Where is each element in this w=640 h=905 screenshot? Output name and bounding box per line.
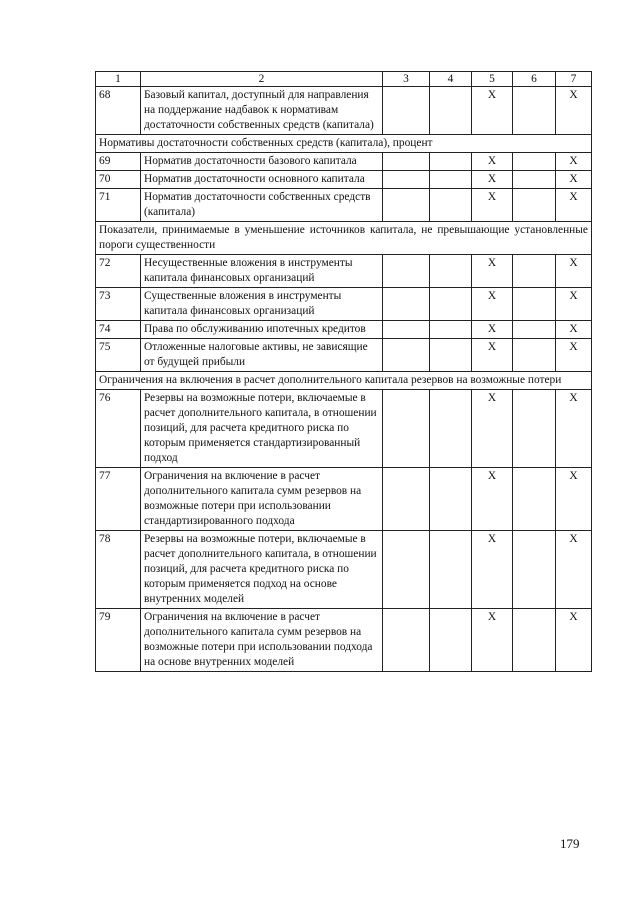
- table-body: [96, 87, 592, 672]
- row-description-cell: Существенные вложения в инструменты капитала финансовых организаций: [141, 288, 383, 321]
- header-row: [96, 72, 592, 87]
- col-6-cell: [513, 153, 556, 171]
- col-4-cell: [430, 255, 472, 288]
- row-description-cell: Ограничения на включение в расчет дополнительного капитала сумм резервов на возможные потери при использовании стандартизированного подхода: [141, 468, 383, 531]
- col-7-cell: X: [556, 171, 592, 189]
- row-description-cell: Несущественные вложения в инструменты капитала финансовых организаций: [141, 255, 383, 288]
- col-7-cell: X: [556, 339, 592, 372]
- col-4-cell: [430, 609, 472, 672]
- col-7-cell: X: [556, 288, 592, 321]
- col-3-cell: [383, 87, 430, 135]
- table-row: [96, 171, 592, 189]
- col-5-cell: X: [472, 255, 513, 288]
- col-4-cell: [430, 87, 472, 135]
- row-number-cell: 71: [96, 189, 141, 222]
- col-6-cell: [513, 531, 556, 609]
- table-row: [96, 153, 592, 171]
- col-4-cell: [430, 390, 472, 468]
- row-description-cell: Норматив достаточности собственных средств (капитала): [141, 189, 383, 222]
- col-6-cell: [513, 189, 556, 222]
- col-5-cell: X: [472, 321, 513, 339]
- col-4-cell: [430, 171, 472, 189]
- row-description-cell: Отложенные налоговые активы, не зависящие от будущей прибыли: [141, 339, 383, 372]
- header-col-7: 7: [556, 72, 592, 87]
- row-number-cell: 78: [96, 531, 141, 609]
- section-header-row: [96, 372, 592, 390]
- col-6-cell: [513, 255, 556, 288]
- table-row: [96, 189, 592, 222]
- col-6-cell: [513, 339, 556, 372]
- col-4-cell: [430, 339, 472, 372]
- table-row: [96, 390, 592, 468]
- col-3-cell: [383, 153, 430, 171]
- col-3-cell: [383, 390, 430, 468]
- row-description-cell: Резервы на возможные потери, включаемые в расчет дополнительного капитала, в отношении позиций, для расчета кредитного риска по которым применяется подход на основе внутренних моделей: [141, 531, 383, 609]
- col-4-cell: [430, 468, 472, 531]
- header-col-6: 6: [513, 72, 556, 87]
- col-6-cell: [513, 171, 556, 189]
- table-row: [96, 255, 592, 288]
- col-4-cell: [430, 189, 472, 222]
- col-5-cell: X: [472, 288, 513, 321]
- col-3-cell: [383, 321, 430, 339]
- col-3-cell: [383, 171, 430, 189]
- col-6-cell: [513, 390, 556, 468]
- col-5-cell: X: [472, 153, 513, 171]
- col-7-cell: X: [556, 390, 592, 468]
- col-6-cell: [513, 468, 556, 531]
- col-7-cell: X: [556, 321, 592, 339]
- row-description-cell: Норматив достаточности базового капитала: [141, 153, 383, 171]
- col-5-cell: X: [472, 531, 513, 609]
- row-description-cell: Базовый капитал, доступный для направления на поддержание надбавок к нормативам достаточности собственных средств (капитала): [141, 87, 383, 135]
- col-7-cell: X: [556, 153, 592, 171]
- table-row: [96, 468, 592, 531]
- page-number: 179: [560, 836, 580, 851]
- table-row: [96, 531, 592, 609]
- row-description-cell: Права по обслуживанию ипотечных кредитов: [141, 321, 383, 339]
- section-title: Показатели, принимаемые в уменьшение источников капитала, не превышающие установленные пороги существенности: [96, 222, 592, 255]
- col-3-cell: [383, 288, 430, 321]
- col-7-cell: X: [556, 255, 592, 288]
- table-row: [96, 321, 592, 339]
- col-7-cell: X: [556, 531, 592, 609]
- section-header-row: [96, 222, 592, 255]
- header-col-2: 2: [141, 72, 383, 87]
- col-6-cell: [513, 321, 556, 339]
- col-6-cell: [513, 609, 556, 672]
- row-number-cell: 72: [96, 255, 141, 288]
- col-3-cell: [383, 339, 430, 372]
- table-row: [96, 87, 592, 135]
- col-5-cell: X: [472, 468, 513, 531]
- col-3-cell: [383, 255, 430, 288]
- header-col-5: 5: [472, 72, 513, 87]
- row-number-cell: 74: [96, 321, 141, 339]
- row-number-cell: 79: [96, 609, 141, 672]
- table-row: [96, 609, 592, 672]
- header-col-1: 1: [96, 72, 141, 87]
- row-number-cell: 73: [96, 288, 141, 321]
- col-4-cell: [430, 288, 472, 321]
- col-3-cell: [383, 531, 430, 609]
- row-number-cell: 69: [96, 153, 141, 171]
- row-number-cell: 77: [96, 468, 141, 531]
- col-5-cell: X: [472, 87, 513, 135]
- col-7-cell: X: [556, 609, 592, 672]
- col-6-cell: [513, 87, 556, 135]
- capital-table: [95, 71, 592, 672]
- col-3-cell: [383, 189, 430, 222]
- col-3-cell: [383, 468, 430, 531]
- row-number-cell: 76: [96, 390, 141, 468]
- row-description-cell: Ограничения на включение в расчет дополнительного капитала сумм резервов на возможные потери при использовании подхода на основе внутренних моделей: [141, 609, 383, 672]
- row-description-cell: Резервы на возможные потери, включаемые в расчет дополнительного капитала, в отношении позиций, для расчета кредитного риска по которым применяется стандартизированный подход: [141, 390, 383, 468]
- col-6-cell: [513, 288, 556, 321]
- col-5-cell: X: [472, 339, 513, 372]
- col-4-cell: [430, 321, 472, 339]
- section-title: Нормативы достаточности собственных средств (капитала), процент: [96, 135, 592, 153]
- header-col-4: 4: [430, 72, 472, 87]
- col-4-cell: [430, 153, 472, 171]
- col-4-cell: [430, 531, 472, 609]
- table-row: [96, 288, 592, 321]
- section-header-row: [96, 135, 592, 153]
- col-7-cell: X: [556, 87, 592, 135]
- col-5-cell: X: [472, 189, 513, 222]
- col-3-cell: [383, 609, 430, 672]
- col-7-cell: X: [556, 468, 592, 531]
- col-5-cell: X: [472, 171, 513, 189]
- col-7-cell: X: [556, 189, 592, 222]
- col-5-cell: X: [472, 390, 513, 468]
- header-col-3: 3: [383, 72, 430, 87]
- section-title: Ограничения на включения в расчет дополнительного капитала резервов на возможные потери: [96, 372, 592, 390]
- col-5-cell: X: [472, 609, 513, 672]
- row-number-cell: 68: [96, 87, 141, 135]
- row-description-cell: Норматив достаточности основного капитала: [141, 171, 383, 189]
- table-row: [96, 339, 592, 372]
- row-number-cell: 75: [96, 339, 141, 372]
- row-number-cell: 70: [96, 171, 141, 189]
